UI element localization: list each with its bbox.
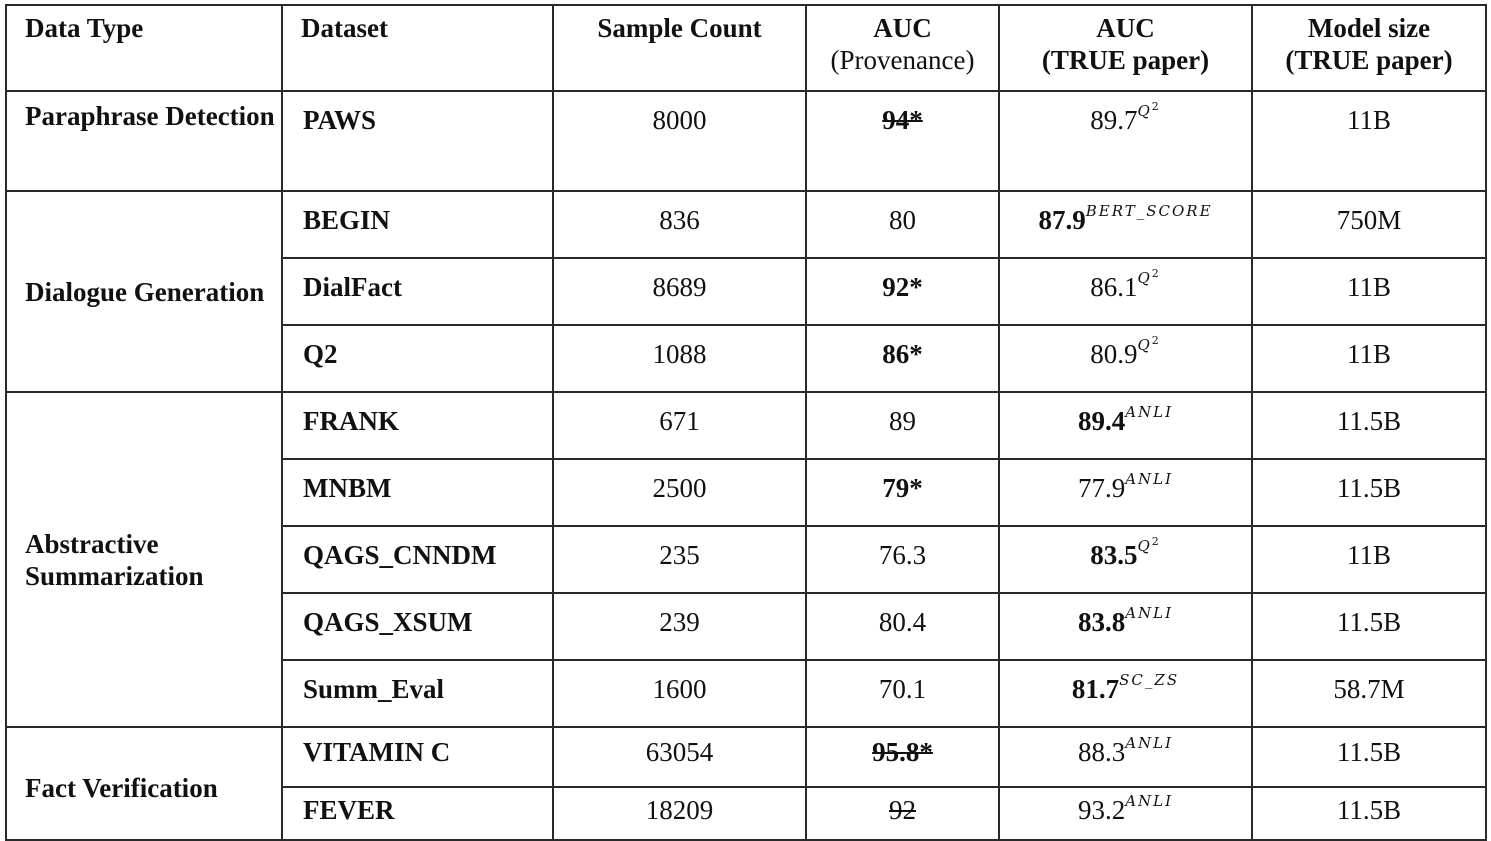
model-superscript — [1125, 604, 1173, 622]
model-size: 11.5B — [1336, 737, 1402, 767]
dataset-cell — [282, 191, 553, 258]
auc-true-value: 80.9 — [1090, 339, 1138, 369]
auc-true-cell — [999, 258, 1252, 325]
model-size-cell — [1252, 392, 1486, 459]
data-type-label: Fact Verification — [25, 772, 218, 803]
dataset-cell — [282, 459, 553, 526]
model-size: 11B — [1346, 105, 1391, 135]
dataset-name: VITAMIN C — [303, 737, 451, 767]
auc-true-value: 89.7 — [1090, 105, 1138, 135]
model-size-cell — [1252, 191, 1486, 258]
auc-provenance-value: 92* — [882, 272, 923, 302]
header-label: Model size — [1307, 13, 1431, 43]
sample-count-cell — [553, 459, 806, 526]
model-size: 11.5B — [1336, 406, 1402, 436]
auc-true-cell — [999, 727, 1252, 787]
sample-count-cell — [553, 593, 806, 660]
model-size-cell — [1252, 258, 1486, 325]
auc-provenance-cell — [806, 660, 999, 727]
model-size-cell — [1252, 325, 1486, 392]
model-superscript — [1125, 470, 1173, 488]
model-superscript — [1137, 537, 1160, 555]
auc-true-value: 83.5 — [1090, 540, 1138, 570]
auc-provenance-cell — [806, 258, 999, 325]
sample-count: 2500 — [652, 473, 707, 503]
header-model-size — [1252, 5, 1486, 91]
auc-provenance-value: 70.1 — [878, 674, 927, 704]
model-superscript — [1137, 269, 1160, 287]
sample-count: 235 — [659, 540, 700, 570]
header-sample-count — [553, 5, 806, 91]
auc-provenance-value: 92 — [889, 795, 916, 825]
sample-count-cell — [553, 91, 806, 191]
model-name: ANLI — [1125, 470, 1174, 488]
sample-count-cell — [553, 787, 806, 840]
model-size-cell — [1252, 593, 1486, 660]
dataset-cell — [282, 91, 553, 191]
sample-count: 239 — [659, 607, 700, 637]
sample-count-cell — [553, 660, 806, 727]
data-type-label: Paraphrase Detection — [25, 101, 275, 131]
dataset-cell — [282, 258, 553, 325]
header-dataset — [282, 5, 553, 91]
dataset-name: BEGIN — [303, 205, 391, 235]
header-sublabel: (Provenance) — [830, 45, 975, 75]
dataset-name: FEVER — [303, 795, 395, 825]
dataset-cell — [282, 727, 553, 787]
model-name: ANLI — [1125, 604, 1174, 622]
auc-true-cell — [999, 392, 1252, 459]
auc-true-cell — [999, 325, 1252, 392]
sample-count: 836 — [659, 205, 700, 235]
auc-true-value: 86.1 — [1090, 272, 1138, 302]
sample-count: 1600 — [652, 674, 707, 704]
model-name-exponent: 2 — [1151, 100, 1161, 113]
auc-true-cell — [999, 660, 1252, 727]
model-size: 11B — [1346, 272, 1391, 302]
auc-true-value: 93.2 — [1077, 795, 1126, 825]
data-type-label: Dialogue Generation — [25, 276, 265, 307]
data-type-cell — [6, 191, 282, 392]
auc-true-cell — [999, 787, 1252, 840]
sample-count-cell — [553, 191, 806, 258]
auc-true-cell — [999, 191, 1252, 258]
model-size: 750M — [1336, 205, 1402, 235]
header-data-type — [6, 5, 282, 91]
auc-true-cell — [999, 526, 1252, 593]
auc-provenance-cell — [806, 459, 999, 526]
header-label: AUC — [1096, 13, 1155, 43]
table-row — [6, 191, 1486, 258]
dataset-name: QAGS_XSUM — [303, 607, 473, 637]
model-size-cell — [1252, 526, 1486, 593]
table-row — [6, 727, 1486, 787]
table-body — [6, 91, 1486, 840]
dataset-name: DialFact — [303, 272, 402, 302]
table-row — [6, 392, 1486, 459]
model-size: 11.5B — [1336, 607, 1402, 637]
auc-provenance-cell — [806, 392, 999, 459]
dataset-name: MNBM — [303, 473, 392, 503]
model-superscript — [1125, 403, 1173, 421]
header-label: Dataset — [301, 13, 388, 43]
table-row — [6, 91, 1486, 191]
auc-provenance-cell — [806, 526, 999, 593]
sample-count: 8689 — [652, 272, 707, 302]
dataset-cell — [282, 660, 553, 727]
results-table — [5, 4, 1487, 841]
model-superscript — [1119, 671, 1179, 689]
dataset-cell — [282, 787, 553, 840]
sample-count-cell — [553, 526, 806, 593]
model-superscript — [1086, 202, 1213, 220]
sample-count: 18209 — [645, 795, 714, 825]
model-name: Q — [1137, 102, 1152, 120]
data-type-cell — [6, 727, 282, 840]
dataset-name: FRANK — [303, 406, 399, 436]
dataset-cell — [282, 526, 553, 593]
model-name-exponent: 2 — [1151, 267, 1161, 280]
model-size: 11B — [1346, 540, 1391, 570]
model-name: ANLI — [1125, 734, 1174, 752]
header-sublabel: (TRUE paper) — [1285, 45, 1453, 75]
model-size-cell — [1252, 459, 1486, 526]
model-name-exponent: 2 — [1151, 334, 1161, 347]
auc-provenance-cell — [806, 91, 999, 191]
model-name: SC_ZS — [1119, 671, 1180, 689]
model-size: 58.7M — [1333, 674, 1405, 704]
data-type-label: Abstractive Summarization — [25, 528, 204, 591]
model-superscript — [1125, 734, 1173, 752]
auc-true-value: 89.4 — [1077, 406, 1126, 436]
header-label: Sample Count — [597, 13, 762, 43]
auc-provenance-value: 94* — [882, 105, 923, 135]
model-name: Q — [1137, 336, 1152, 354]
header-sublabel: (TRUE paper) — [1041, 45, 1210, 75]
dataset-name: QAGS_CNNDM — [303, 540, 497, 570]
auc-true-value: 87.9 — [1038, 205, 1086, 235]
auc-true-value: 81.7 — [1071, 674, 1120, 704]
header-label: Data Type — [25, 13, 144, 43]
auc-provenance-cell — [806, 593, 999, 660]
model-name-exponent: 2 — [1151, 535, 1161, 548]
model-name: BERT_SCORE — [1085, 202, 1213, 220]
sample-count: 671 — [659, 406, 700, 436]
model-superscript — [1125, 792, 1173, 810]
auc-provenance-cell — [806, 191, 999, 258]
auc-true-value: 77.9 — [1077, 473, 1126, 503]
model-name: Q — [1137, 537, 1152, 555]
auc-true-cell — [999, 91, 1252, 191]
auc-provenance-value: 80.4 — [878, 607, 927, 637]
dataset-cell — [282, 392, 553, 459]
sample-count: 63054 — [645, 737, 714, 767]
auc-true-value: 88.3 — [1077, 737, 1126, 767]
sample-count-cell — [553, 325, 806, 392]
header-auc-true — [999, 5, 1252, 91]
dataset-name: Q2 — [303, 339, 338, 369]
auc-true-cell — [999, 459, 1252, 526]
header-row — [6, 5, 1486, 91]
model-size: 11B — [1346, 339, 1391, 369]
auc-provenance-value: 89 — [889, 406, 916, 436]
sample-count-cell — [553, 392, 806, 459]
sample-count-cell — [553, 258, 806, 325]
auc-true-value: 83.8 — [1077, 607, 1126, 637]
sample-count: 1088 — [652, 339, 707, 369]
model-size-cell — [1252, 91, 1486, 191]
header-auc-provenance — [806, 5, 999, 91]
model-size-cell — [1252, 727, 1486, 787]
dataset-name: PAWS — [303, 105, 377, 135]
auc-provenance-cell — [806, 727, 999, 787]
dataset-cell — [282, 593, 553, 660]
auc-provenance-value: 76.3 — [878, 540, 927, 570]
model-superscript — [1137, 336, 1160, 354]
data-type-cell — [6, 392, 282, 727]
model-name: Q — [1137, 269, 1152, 287]
dataset-cell — [282, 325, 553, 392]
auc-provenance-value: 95.8* — [872, 737, 933, 767]
sample-count: 8000 — [652, 105, 707, 135]
auc-provenance-value: 79* — [882, 473, 923, 503]
model-size-cell — [1252, 787, 1486, 840]
model-size: 11.5B — [1336, 795, 1402, 825]
model-name: ANLI — [1125, 403, 1174, 421]
model-size-cell — [1252, 660, 1486, 727]
auc-true-cell — [999, 593, 1252, 660]
dataset-name: Summ_Eval — [303, 674, 445, 704]
model-name: ANLI — [1125, 792, 1174, 810]
model-size: 11.5B — [1336, 473, 1402, 503]
header-label: AUC — [873, 13, 932, 43]
auc-provenance-cell — [806, 325, 999, 392]
data-type-cell — [6, 91, 282, 191]
auc-provenance-value: 80 — [889, 205, 916, 235]
auc-provenance-cell — [806, 787, 999, 840]
sample-count-cell — [553, 727, 806, 787]
model-superscript — [1137, 102, 1160, 120]
auc-provenance-value: 86* — [882, 339, 923, 369]
